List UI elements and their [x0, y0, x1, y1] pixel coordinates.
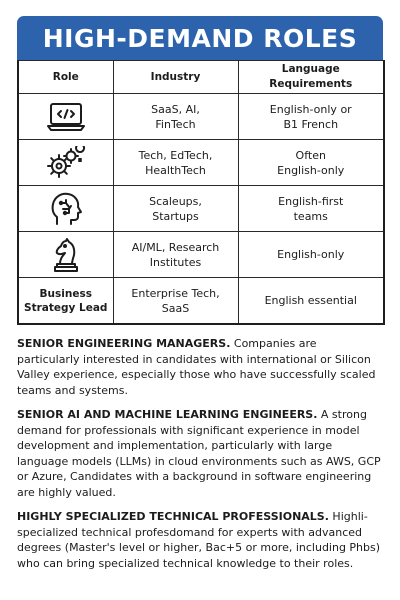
language-cell: English-only: [238, 232, 384, 278]
section-body: Highli-specialized technical profesdomand for experts with advanced degrees (Master's level or higher, Bac+5 or more, including Phbs) who can bring specialized technical knowledge to their roles.: [17, 510, 381, 570]
section-body: A strong demand for professionals with significant experience in model development and implementation, particularly with large language models (LLMs) in cloud environments such as AWS, GCP or Azure, Candidates with a background in software engineering are highly valued.: [17, 408, 381, 499]
section-body: Companies are particularly interested in candidates with international or Silicon Valley experience, especially those who have successfully scaled teams and systems.: [17, 337, 376, 397]
role-cell: [18, 94, 113, 140]
role-cell: [18, 140, 113, 186]
role-cell: [18, 278, 113, 325]
gears-lightbulb-icon: [21, 146, 111, 180]
language-cell: English-first teams: [238, 186, 384, 232]
table-header-row: [18, 61, 384, 94]
language-cell: English-only or B1 French: [238, 94, 384, 140]
section-ai-ml-engineers: [17, 407, 381, 500]
chess-knight-icon: [21, 237, 111, 273]
table-row: [18, 94, 384, 140]
section-heading: HIGHLY SPECIALIZED TECHNICAL PROFESSIONALS.: [17, 510, 329, 523]
role-descriptions: [17, 336, 383, 571]
table-row: [18, 278, 384, 325]
laptop-code-icon: [21, 101, 111, 133]
table-row: [18, 140, 384, 186]
column-header-role: Role: [18, 61, 113, 94]
section-heading: SENIOR ENGINEERING MANAGERS.: [17, 337, 231, 350]
role-label: Business: [39, 287, 92, 300]
page-title: HIGH-DEMAND ROLES: [42, 23, 358, 53]
role-cell: [18, 186, 113, 232]
industry-cell: Scaleups, Startups: [113, 186, 238, 232]
industry-cell: AI/ML, Research Institutes: [113, 232, 238, 278]
role-label: Strategy Lead: [24, 301, 108, 314]
table-row: [18, 232, 384, 278]
section-specialized-professionals: [17, 509, 381, 571]
section-heading: SENIOR AI AND MACHINE LEARNING ENGINEERS.: [17, 408, 318, 421]
column-header-language: Language Requirements: [238, 61, 384, 94]
section-engineering-managers: [17, 336, 381, 398]
language-cell: Often English-only: [238, 140, 384, 186]
role-cell: [18, 232, 113, 278]
title-banner: [17, 16, 383, 60]
column-header-industry: Industry: [113, 61, 238, 94]
industry-cell: Tech, EdTech, HealthTech: [113, 140, 238, 186]
roles-table: [17, 60, 385, 325]
table-row: [18, 186, 384, 232]
head-circuit-icon: [21, 191, 111, 227]
industry-cell: SaaS, AI, FinTech: [113, 94, 238, 140]
industry-cell: Enterprise Tech, SaaS: [113, 278, 238, 325]
language-cell: English essential: [238, 278, 384, 325]
